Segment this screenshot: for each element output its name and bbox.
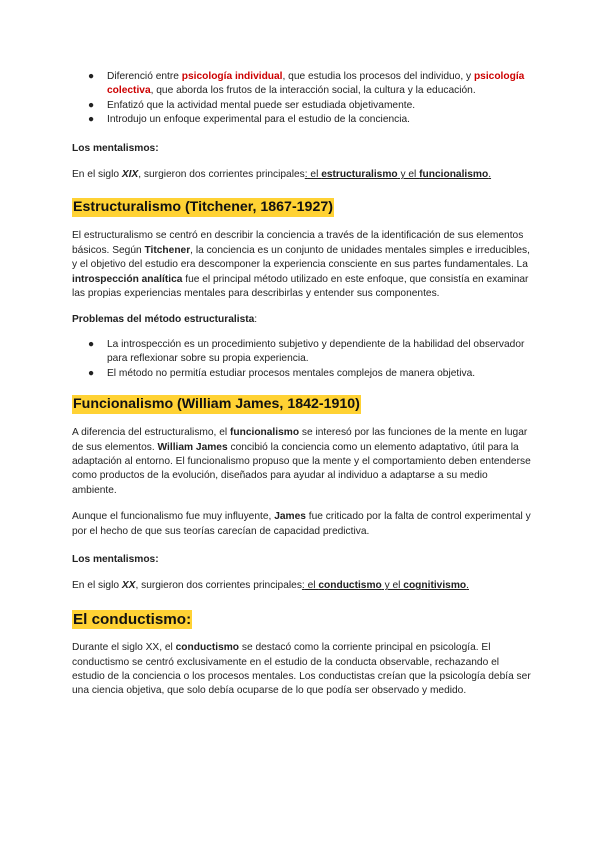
heading-funcionalismo: Funcionalismo (William James, 1842-1910) bbox=[73, 396, 360, 413]
list-item: ● Introdujo un enfoque experimental para el estudio de la conciencia. bbox=[72, 113, 532, 127]
bullet-icon: ● bbox=[88, 99, 95, 111]
conductismo-paragraph: Durante el siglo XX, el conductismo se destacó como la corriente principal en psicología. El conductismo se centró exclusivamente en el estudio de la conducta observable, rechazando el estudio de la conciencia o los procesos mentales. Los conductistas creían que la psicología debía ser una ciencia objetiva, que solo debía ocuparse de lo que podía ser observado y medido. bbox=[72, 642, 531, 697]
list-item: ● La introspección es un procedimiento subjetivo y dependiente de la habilidad del observador para reflexionar sobre su propia experiencia. bbox=[88, 338, 525, 365]
funcionalismo-critique: Aunque el funcionalismo fue muy influyente, James fue criticado por la falta de control experimental y por el hecho de que sus teorías carecían de capacidad predictiva. bbox=[72, 511, 531, 537]
heading-estructuralismo: Estructuralismo (Titchener, 1867-1927) bbox=[73, 199, 333, 216]
bullet-icon: ● bbox=[88, 338, 95, 350]
mentalismos-paragraph: En el siglo XX, surgieron dos corrientes principales: el conductismo y el cognitivismo. bbox=[72, 580, 469, 592]
mentalismos-paragraph: En el siglo XIX, surgieron dos corrientes principales: el estructuralismo y el funcionalismo. bbox=[72, 169, 492, 181]
heading-conductismo: El conductismo: bbox=[73, 610, 192, 628]
bullet-icon: ● bbox=[88, 71, 95, 82]
list-item: ● Enfatizó que la actividad mental puede ser estudiada objetivamente. bbox=[72, 99, 532, 113]
problems-title: Problemas del método estructuralista: bbox=[72, 314, 258, 326]
bullet-icon: ● bbox=[88, 367, 95, 379]
problems-list bbox=[72, 338, 532, 381]
mentalismos-title: Los mentalismos: bbox=[72, 553, 159, 565]
document-content bbox=[72, 70, 532, 699]
list-item: ● Diferenció entre psicología individual, que estudia los procesos del individuo, y psicología colectiva, que aborda los frutos de la interacción social, la cultura y la educación. bbox=[88, 71, 525, 97]
list-item: ● El método no permitía estudiar procesos mentales complejos de manera objetiva. bbox=[72, 367, 532, 381]
bullet-icon: ● bbox=[88, 114, 95, 126]
funcionalismo-paragraph: A diferencia del estructuralismo, el funcionalismo se interesó por las funciones de la mente en lugar de sus elementos. William James concibió la conciencia como un elemento adaptativo, útil para la adaptación al entorno. El funcionalismo propuso que la mente y el comportamiento deben entenderse como productos de la evolución, diseñados para ayudar al individuo a adaptarse a su medio ambiente. bbox=[72, 427, 531, 496]
mentalismos-title: Los mentalismos: bbox=[72, 142, 159, 154]
wundt-contributions-list bbox=[72, 70, 532, 128]
estructuralismo-paragraph: El estructuralismo se centró en describir la conciencia a través de la identificación de sus elementos básicos. Según Titchener, la conciencia es un conjunto de unidades mentales simples e irreducibles, y el objetivo del estudio era descomponer la experiencia consciente en sus partes fundamentales. La introspección analítica fue el principal método utilizado en este enfoque, que consistía en examinar las propias experiencias mentales para describirlas y entender sus componentes. bbox=[72, 230, 530, 300]
